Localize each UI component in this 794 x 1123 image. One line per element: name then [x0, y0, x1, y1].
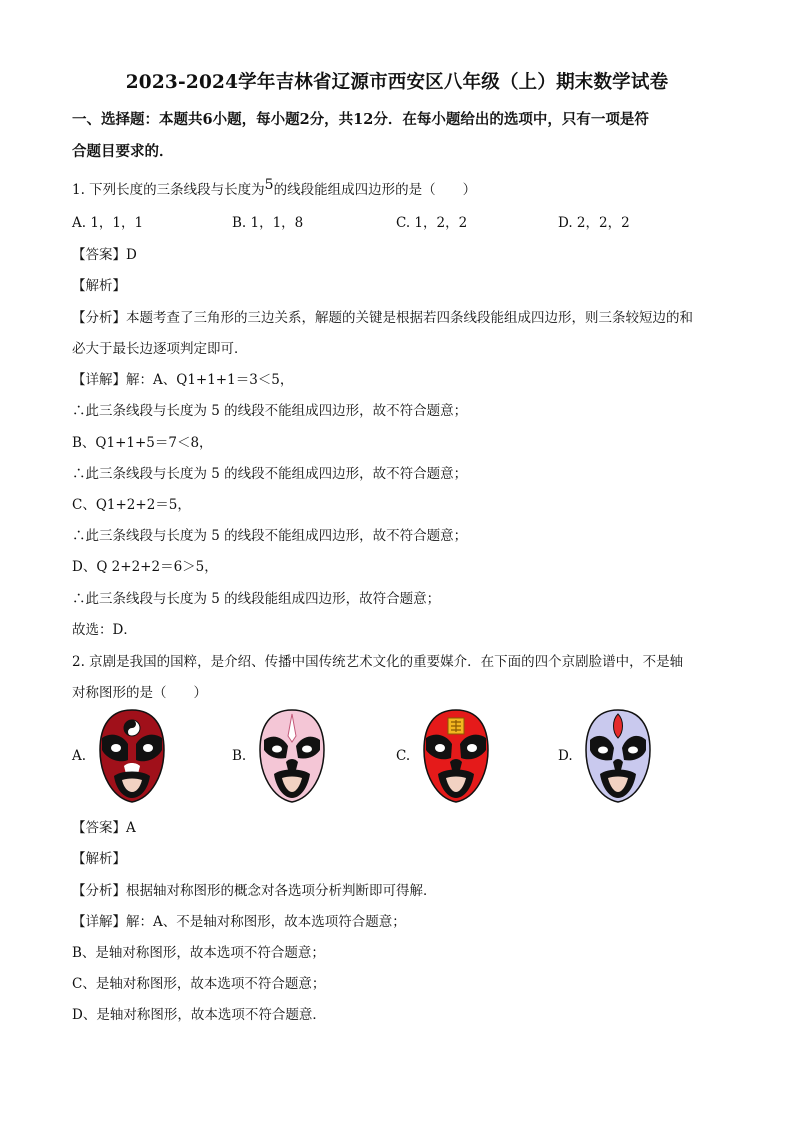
q2-detail-line: D、是轴对称图形，故本选项不符合题意． — [72, 1007, 326, 1023]
q2-analysis-heading: 【解析】 — [72, 851, 126, 867]
q1-detail-line: D、Q 2+2+2＝6＞5， — [72, 559, 218, 575]
q2-detail-line: C、是轴对称图形，故本选项不符合题意； — [72, 976, 326, 992]
opera-mask-a-icon — [96, 708, 168, 804]
q1-detail-line: ∴此三条线段与长度为 5 的线段不能组成四边形，故不符合题意； — [72, 403, 468, 419]
q1-detail-line: 【详解】解：A、Q1+1+1＝3＜5， — [72, 372, 294, 388]
q1-analysis-line-2: 必大于最长边逐项判定即可． — [72, 341, 248, 357]
q1-option-b[interactable]: B. 1，1，8 — [232, 215, 304, 231]
opera-mask-d-icon — [582, 708, 654, 804]
q2-detail-line: 【详解】解：A、不是轴对称图形，故本选项符合题意； — [72, 914, 406, 930]
q2-option-b[interactable] — [232, 708, 352, 808]
q2-option-d-label: D. — [558, 748, 573, 764]
q1-stem — [72, 178, 732, 198]
q2-answer: 【答案】A — [72, 820, 136, 836]
section-heading-line-2: 合题目要求的． — [72, 143, 174, 160]
q2-option-a[interactable] — [72, 708, 192, 808]
q2-stem-line-2: 对称图形的是（ ） — [72, 685, 207, 701]
q2-option-c-label: C. — [396, 748, 411, 764]
q1-option-a[interactable]: A. 1，1，1 — [72, 215, 144, 231]
q1-detail-line: 故选：D． — [72, 622, 137, 638]
q1-analysis-heading: 【解析】 — [72, 278, 126, 294]
q1-stem-part-a: 1. 下列长度的三条线段与长度为 — [72, 182, 265, 198]
q2-option-a-label: A. — [72, 748, 87, 764]
q1-answer: 【答案】D — [72, 247, 137, 263]
q1-options — [72, 211, 732, 233]
q1-stem-part-b: 的线段能组成四边形的是（ ） — [273, 182, 477, 198]
q2-mask-options — [72, 708, 732, 808]
section-heading-line-1: 一、选择题：本题共6小题，每小题2分，共12分．在每小题给出的选项中，只有一项是符 — [72, 111, 649, 128]
q2-option-d[interactable] — [558, 708, 678, 808]
page-title: 2023-2024学年吉林省辽源市西安区八年级（上）期末数学试卷 — [125, 72, 669, 93]
q1-detail-line: ∴此三条线段与长度为 5 的线段不能组成四边形，故不符合题意； — [72, 466, 468, 482]
q2-stem-line-1: 2. 京剧是我国的国粹，是介绍、传播中国传统艺术文化的重要媒介．在下面的四个京剧脸谱中，不是轴 — [72, 654, 684, 670]
q1-detail-line: B、Q1+1+5＝7＜8， — [72, 435, 213, 451]
q1-analysis-line-1: 【分析】本题考查了三角形的三边关系，解题的关键是根据若四条线段能组成四边形，则三条较短边的和 — [72, 310, 693, 326]
opera-mask-b-icon — [256, 708, 328, 804]
q2-detail-line: B、是轴对称图形，故本选项不符合题意； — [72, 945, 325, 961]
q2-option-c[interactable] — [396, 708, 516, 808]
q1-detail-line: C、Q1+2+2＝5， — [72, 497, 191, 513]
q1-detail-line: ∴此三条线段与长度为 5 的线段能组成四边形，故符合题意； — [72, 591, 441, 607]
q1-stem-number: 5 — [264, 177, 274, 193]
q2-analysis: 【分析】根据轴对称图形的概念对各选项分析判断即可得解． — [72, 883, 437, 899]
q1-option-c[interactable]: C. 1，2，2 — [396, 215, 468, 231]
q1-option-d[interactable]: D. 2，2，2 — [558, 215, 630, 231]
q2-option-b-label: B. — [232, 748, 247, 764]
q1-detail-line: ∴此三条线段与长度为 5 的线段不能组成四边形，故不符合题意； — [72, 528, 468, 544]
opera-mask-c-icon — [420, 708, 492, 804]
